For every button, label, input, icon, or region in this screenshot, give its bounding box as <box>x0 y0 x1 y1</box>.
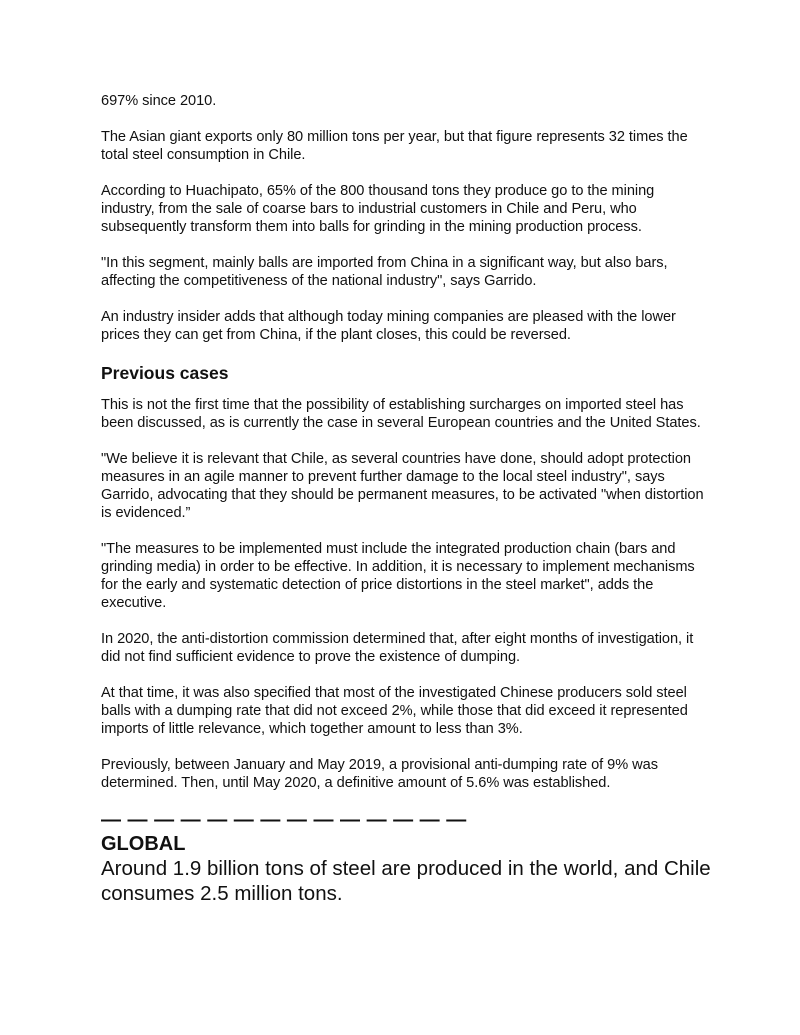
paragraph: According to Huachipato, 65% of the 800 thousand tons they produce go to the mining industry, from the sale of coarse bars to industrial customers in Chile and Peru, who subsequently transform them into balls for grinding in the mining production process. <box>101 183 655 235</box>
global-title: GLOBAL <box>101 833 186 855</box>
global-text: Around 1.9 billion tons of steel are produced in the world, and Chile consumes 2.5 million tons. <box>101 857 711 905</box>
paragraph: An industry insider adds that although today mining companies are pleased with the lower prices they can get from China, if the plant closes, this could be reversed. <box>101 309 676 343</box>
paragraph: 697% since 2010. <box>101 93 217 109</box>
paragraph: At that time, it was also specified that most of the investigated Chinese producers sold steel balls with a dumping rate that did not exceed 2%, while those that did exceed it represented imports of little relevance, which together amount to less than 3%. <box>101 685 688 737</box>
paragraph: "In this segment, mainly balls are imported from China in a significant way, but also bars, affecting the competitiveness of the national industry", says Garrido. <box>101 255 668 289</box>
paragraph: This is not the first time that the possibility of establishing surcharges on imported steel has been discussed, as is currently the case in several European countries and the United States. <box>101 397 701 431</box>
paragraph: Previously, between January and May 2019, a provisional anti-dumping rate of 9% was determined. Then, until May 2020, a definitive amount of 5.6% was established. <box>101 757 658 791</box>
section-heading: Previous cases <box>101 363 229 383</box>
paragraph: The Asian giant exports only 80 million tons per year, but that figure represents 32 times the total steel consumption in Chile. <box>101 129 688 163</box>
paragraph: "The measures to be implemented must include the integrated production chain (bars and grinding media) in order to be effective. In addition, it is necessary to implement mechanisms for the early and systematic detection of price distortions in the steel market", adds the executive. <box>101 541 695 611</box>
paragraph: In 2020, the anti-distortion commission determined that, after eight months of investigation, it did not find sufficient evidence to prove the existence of dumping. <box>101 631 694 665</box>
document-page <box>101 92 711 906</box>
paragraph: "We believe it is relevant that Chile, as several countries have done, should adopt protection measures in an agile manner to prevent further damage to the local steel industry", says Garrido, advocating that they should be permanent measures, to be activated "when distortion is evidenced.” <box>101 451 704 521</box>
section-divider: — — — — — — — — — — — — — — <box>101 809 467 831</box>
